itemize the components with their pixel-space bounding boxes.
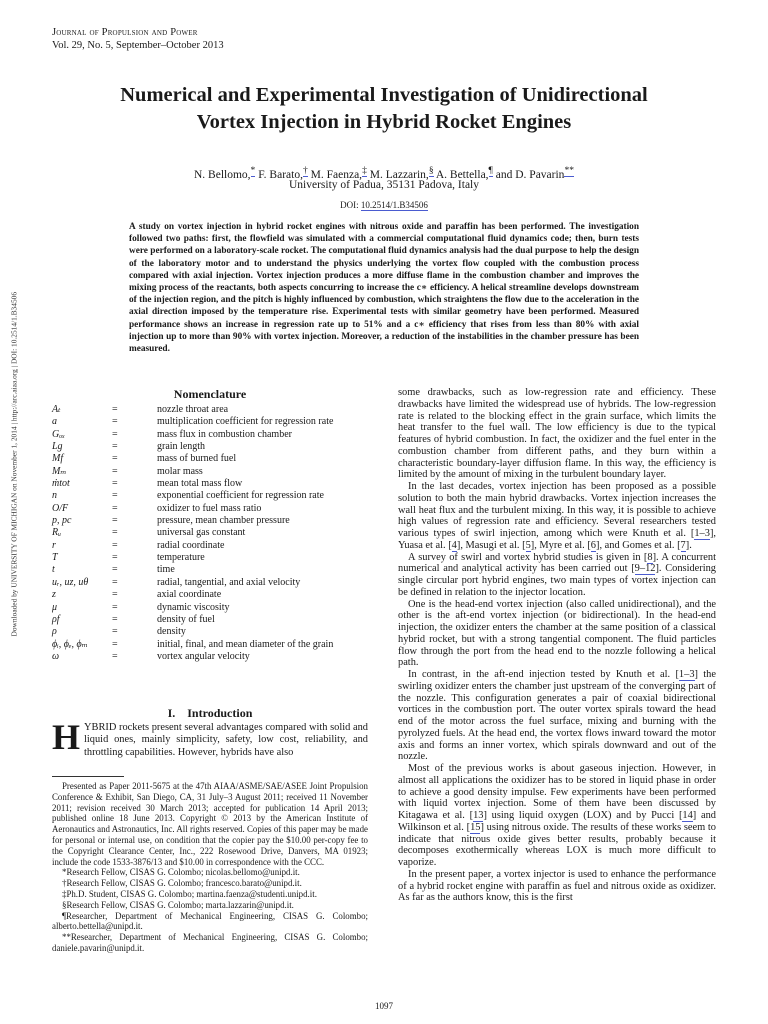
footnotes xyxy=(52,781,368,954)
body-paragraph xyxy=(398,763,716,869)
nomenclature-description: exponential coefficient for regression rate xyxy=(157,490,324,502)
body-text: A survey of swirl and vortex hybrid studies is given in [ xyxy=(408,551,648,563)
nomenclature-row xyxy=(52,540,372,552)
introduction-text: YBRID rockets present several advantages compared with solid and liquid ones, mainly simplicity, safety, low cost, reliability, and throttling capabilities. However, hybrids have also xyxy=(84,722,368,758)
nomenclature-equals: = xyxy=(112,601,118,613)
nomenclature-description: radial, tangential, and axial velocity xyxy=(157,576,301,588)
body-text: One is the head-end vortex injection (also called unidirectional), and the other is the aft-end vortex injection (or bidirectional). In the head-end injection, the oxidizer enters the chamber at the same position of a classical hybrid rocket, but with a strong tangential component. The fluid particles flow through the port from the head end to the nozzle following a helical path. xyxy=(398,598,716,669)
nomenclature-row xyxy=(52,564,372,576)
nomenclature-equals: = xyxy=(112,453,118,465)
nomenclature-symbol: Mf xyxy=(52,453,64,465)
reference-link[interactable]: 9–12 xyxy=(634,563,656,575)
body-text: ], Yuasa et al. [ xyxy=(398,528,716,551)
nomenclature-row xyxy=(52,602,372,614)
body-text: ] and Wilkinson et al. [ xyxy=(398,810,716,833)
nomenclature-equals: = xyxy=(112,478,118,490)
reference-link[interactable]: 5 xyxy=(525,539,531,551)
footnote: ¶Researcher, Department of Mechanical Engineering, CISAS G. Colombo; alberto.bettella@unipd.it. xyxy=(52,910,368,932)
nomenclature-row xyxy=(52,453,372,465)
nomenclature-symbol: n xyxy=(52,490,57,502)
nomenclature-equals: = xyxy=(112,490,118,502)
author-name: N. Bellomo, xyxy=(193,168,251,181)
nomenclature-row xyxy=(52,626,372,638)
body-paragraph xyxy=(398,481,716,552)
author-footnote-link[interactable]: * xyxy=(250,165,256,176)
author-name: M. Lazzarin, xyxy=(366,168,429,181)
body-text: In contrast, in the aft-end injection tested by Knuth et al. [ xyxy=(408,669,679,680)
body-text: some drawbacks, such as low-regression rate and efficiency. These drawbacks have limited the widespread use of hybrids. The low-regression rate is related to the blocking effect in the grain surface, which limits the heat transfer to the fuel wall. The low efficiency is due to the typical features of hybrid combustion. In fact, the oxidizer and the fuel enter in the combustion chamber from different paths, and they burn within a characteristic boundary-layer diffusion flame. In this way, the efficiency is limited by the amount of mixing in the turbulent boundary layer. xyxy=(398,387,716,481)
nomenclature-row xyxy=(52,577,372,589)
nomenclature-description: initial, final, and mean diameter of the grain xyxy=(157,638,334,650)
nomenclature-row xyxy=(52,552,372,564)
right-column-text xyxy=(398,387,716,904)
nomenclature-row xyxy=(52,651,372,663)
body-paragraph xyxy=(398,669,716,763)
nomenclature-description: nozzle throat area xyxy=(157,404,229,415)
nomenclature-symbol: r xyxy=(52,539,56,551)
body-text: ], Masugi et al. [ xyxy=(456,539,526,551)
nomenclature-equals: = xyxy=(112,638,118,650)
nomenclature-equals: = xyxy=(112,552,118,564)
nomenclature-row xyxy=(52,429,372,441)
doi-line xyxy=(40,200,728,210)
footnote: †Research Fellow, CISAS G. Colombo; francesco.barato@unipd.it. xyxy=(62,878,302,889)
journal-name: Journal of Propulsion and Power xyxy=(52,27,198,38)
nomenclature-symbol: z xyxy=(52,589,56,601)
nomenclature-description: mass of burned fuel xyxy=(157,453,237,465)
nomenclature-row xyxy=(52,404,372,416)
nomenclature-symbol: t xyxy=(52,564,55,576)
author-footnote-link[interactable]: ¶ xyxy=(488,165,493,176)
nomenclature-symbol: a xyxy=(52,416,57,428)
introduction-heading: I. Introduction xyxy=(167,706,253,720)
nomenclature-description: axial coordinate xyxy=(157,589,222,601)
author-name: and D. Pavarin xyxy=(492,168,565,181)
nomenclature-equals: = xyxy=(112,613,118,625)
title-line-1: Numerical and Experimental Investigation of Unidirectional xyxy=(120,84,648,106)
nomenclature-symbol: Lg xyxy=(52,441,63,453)
nomenclature-description: mass flux in combustion chamber xyxy=(157,428,292,440)
introduction-paragraph xyxy=(52,717,368,759)
footnote: ‡Ph.D. Student, CISAS G. Colombo; martina.faenza@studenti.unipd.it. xyxy=(62,888,317,899)
nomenclature-symbol: O/F xyxy=(52,502,69,514)
paper-title xyxy=(40,82,728,136)
footnote: **Researcher, Department of Mechanical Engineering, CISAS G. Colombo; daniele.pavarin@unipd.it. xyxy=(52,932,368,953)
nomenclature-symbol: μ xyxy=(52,601,58,613)
body-text: ]. A concurrent numerical and analytical activity has been carried out [ xyxy=(398,551,716,575)
nomenclature-description: multiplication coefficient for regression rate xyxy=(157,416,334,428)
body-text: ]. Considering single circular port hybrid engines, two main types of vortex injection can be defined in relation to the injector location. xyxy=(398,563,716,598)
nomenclature-description: time xyxy=(157,564,175,576)
body-text: ], Myre et al. [ xyxy=(530,539,591,551)
download-stamp: Downloaded by UNIVERSITY OF MICHIGAN on November 1, 2014 | http://arc.aiaa.org | DOI: 10.2514/1.B34506 xyxy=(9,291,19,637)
nomenclature-description: vortex angular velocity xyxy=(157,650,250,662)
title-line-2: Vortex Injection in Hybrid Rocket Engines xyxy=(196,111,572,133)
footnote: *Research Fellow, CISAS G. Colombo; nicolas.bellomo@unipd.it. xyxy=(62,867,300,878)
nomenclature-symbol: ṁtot xyxy=(52,478,70,490)
abstract: A study on vortex injection in hybrid rocket engines with nitrous oxide and paraffin has been performed. The investigation followed two paths: first, the flowfield was simulated with a commercial computational fluid dynamics code; then, burn tests were performed on a laboratory-scale rocket. The computational fluid dynamics analysis had the dual purpose to help the design of the laboratory motor and to understand the physics underlying the vortex flow coupled with the combustion process compared with axial injection. Vortex injection produces a more diffuse flame in the combustion chamber and improves the mixing process of the reactants, both aspects concurring to increase the c∗ efficiency. A helical streamline develops downstream of the injection region, and the pitch is highly influenced by combustion, which straightens the flow due to the acceleration in the axial direction imposed by the temperature rise. Experimental tests with similar geometry have been performed. Measured performance shows an increase in regression rate up to 51% and a c∗ efficiency that rises from less than 80% with axial injection up to more than 90% with vortex injection. Moreover, a reduction of the instabilities in the chamber pressure has been measured. xyxy=(129,222,639,355)
nomenclature-equals: = xyxy=(112,564,118,576)
author-name: F. Barato, xyxy=(255,168,303,181)
nomenclature-symbol: Gₒₓ xyxy=(52,428,65,440)
footnote: §Research Fellow, CISAS G. Colombo; marta.lazzarin@unipd.it. xyxy=(62,899,294,910)
body-text: In the present paper, a vortex injector is used to enhance the performance of a hybrid rocket engine with paraffin as fuel and nitrous oxide as oxidizer. As far as the authors know, this is the first xyxy=(398,868,716,904)
nomenclature-row xyxy=(52,490,372,502)
reference-link[interactable]: 15 xyxy=(470,821,481,833)
doi-label: DOI: xyxy=(340,200,361,210)
reference-link[interactable]: 4 xyxy=(451,539,457,551)
nomenclature-title: Nomenclature xyxy=(173,387,247,401)
body-paragraph xyxy=(398,387,716,481)
nomenclature-equals: = xyxy=(112,416,118,428)
author-name: A. Bettella, xyxy=(433,168,489,181)
nomenclature-row xyxy=(52,503,372,515)
journal-issue: Vol. 29, No. 5, September–October 2013 xyxy=(52,40,224,51)
nomenclature-symbol: Mₘ xyxy=(52,465,67,477)
reference-link[interactable]: 8 xyxy=(647,551,653,563)
body-text: ]. xyxy=(685,539,692,551)
nomenclature-equals: = xyxy=(112,576,118,588)
author-footnote-link[interactable]: ** xyxy=(564,165,575,176)
nomenclature-equals: = xyxy=(112,589,118,601)
nomenclature-description: temperature xyxy=(157,552,205,564)
nomenclature-description: mean total mass flow xyxy=(157,478,243,490)
author-footnote-link[interactable]: ‡ xyxy=(362,165,367,176)
nomenclature-row xyxy=(52,441,372,453)
nomenclature-description: universal gas constant xyxy=(157,527,246,539)
nomenclature-row xyxy=(52,416,372,428)
journal-header xyxy=(52,26,224,52)
nomenclature-symbol: ρ xyxy=(52,626,57,638)
nomenclature-symbol: ϕᵢ, ϕₑ, ϕₘ xyxy=(52,638,88,650)
nomenclature-equals: = xyxy=(112,515,118,527)
nomenclature-equals: = xyxy=(112,539,118,551)
nomenclature-symbol: p, pc xyxy=(52,515,72,527)
body-paragraph xyxy=(398,869,716,904)
reference-link[interactable]: 6 xyxy=(590,539,596,551)
nomenclature-equals: = xyxy=(112,527,118,539)
page-number: 1097 xyxy=(375,1001,393,1011)
nomenclature-description: dynamic viscosity xyxy=(157,601,230,613)
footnote: Presented as Paper 2011-5675 at the 47th AIAA/ASME/SAE/ASEE Joint Propulsion Conference & Exhibit, San Diego, CA, 31 July–3 August 2011; received 11 November 2011; revision received 30 March 2013; accepted for publication 14 April 2013; published online 18 June 2013. Copyright © 2013 by the American Institute of Aeronautics and Astronautics, Inc. All rights reserved. Copies of this paper may be made for personal or internal use, on condition that the copier pay the $10.00 per-copy fee to the Copyright Clearance Center, Inc., 222 Rosewood Drive, Danvers, MA 01923; include the code 1533-3876/13 and $10.00 in correspondence with the CCC. xyxy=(52,781,368,867)
author-footnote-link[interactable]: § xyxy=(428,165,434,176)
reference-link[interactable]: 14 xyxy=(682,810,693,821)
nomenclature-symbol: Aₜ xyxy=(52,404,61,415)
nomenclature-equals: = xyxy=(112,428,118,440)
nomenclature-equals: = xyxy=(112,650,118,662)
body-text: Most of the previous works is about gaseous injection. However, in almost all applications the oxidizer has to be stored in liquid phase in order to achieve a good density impulse. Few experiments have been performed with liquid vortex injection. Some of them have been discussed by Kitagawa et al. [ xyxy=(398,763,716,821)
nomenclature-description: pressure, mean chamber pressure xyxy=(157,515,290,527)
reference-link[interactable]: 7 xyxy=(680,539,686,551)
nomenclature-symbol: Rᵤ xyxy=(52,527,62,539)
nomenclature-description: grain length xyxy=(157,441,206,453)
affiliation: University of Padua, 35131 Padova, Italy xyxy=(288,179,480,191)
reference-link[interactable]: 13 xyxy=(473,810,484,821)
nomenclature-description: density of fuel xyxy=(157,613,215,625)
nomenclature-row xyxy=(52,515,372,527)
nomenclature-equals: = xyxy=(112,404,118,415)
body-text: ] using nitrous oxide. The results of these works seem to indicate that nitrous oxide gives better results, probably because it decomposes exothermically whereas LOX is much more difficult to vaporize. xyxy=(398,821,716,868)
body-text: ] the swirling oxidizer enters the chamber just upstream of the converging part of the nozzle. This configuration generates a pair of coaxial bidirectional vortices in the combustion port. The outer vortex spirals toward the head end of the motor across the fuel surface, mixing and burning with the pyrolyzed fuels. At the head end, the vortex flows inward toward the motor axis and forms an inner vortex, which spirals downward and out of the nozzle. xyxy=(398,669,716,763)
body-paragraph xyxy=(398,552,716,599)
nomenclature-equals: = xyxy=(112,502,118,514)
nomenclature-symbol: T xyxy=(52,552,58,564)
nomenclature-description: radial coordinate xyxy=(157,539,225,551)
nomenclature-table xyxy=(52,404,372,663)
body-paragraph xyxy=(398,599,716,670)
nomenclature-description: molar mass xyxy=(157,465,203,477)
nomenclature-row xyxy=(52,466,372,478)
nomenclature-symbol: ω xyxy=(52,650,60,662)
nomenclature-symbol: ρf xyxy=(52,613,60,625)
nomenclature-row xyxy=(52,589,372,601)
nomenclature-row xyxy=(52,527,372,539)
nomenclature-equals: = xyxy=(112,626,118,638)
nomenclature-symbol: uᵣ, uz, uθ xyxy=(52,576,89,588)
reference-link[interactable]: 1–3 xyxy=(678,669,695,680)
nomenclature-equals: = xyxy=(112,465,118,477)
nomenclature-row xyxy=(52,639,372,651)
doi-link[interactable]: 10.2514/1.B34506 xyxy=(360,200,428,210)
body-text: ], and Gomes et al. [ xyxy=(595,539,681,551)
author-name: M. Faenza, xyxy=(307,168,363,181)
reference-link[interactable]: 1–3 xyxy=(694,528,710,539)
nomenclature-description: oxidizer to fuel mass ratio xyxy=(157,502,262,514)
nomenclature-description: density xyxy=(157,626,186,638)
nomenclature-equals: = xyxy=(112,441,118,453)
author-footnote-link[interactable]: † xyxy=(302,165,308,176)
drop-cap: H xyxy=(52,717,81,757)
footnote-rule xyxy=(52,776,124,777)
body-text: In the last decades, vortex injection has been proposed as a possible solution to both the main hybrid drawbacks. Vortex injection increases the wall heat flux and the turbulent mixing. In this way, it is possible to achieve high values of regression rate and efficiency. Several researchers tested various types of swirl injection, among which were Knuth et al. [ xyxy=(398,481,716,539)
nomenclature-row xyxy=(52,478,372,490)
body-text: ] using liquid oxygen (LOX) and by Pucci [ xyxy=(483,810,683,821)
nomenclature-row xyxy=(52,614,372,626)
